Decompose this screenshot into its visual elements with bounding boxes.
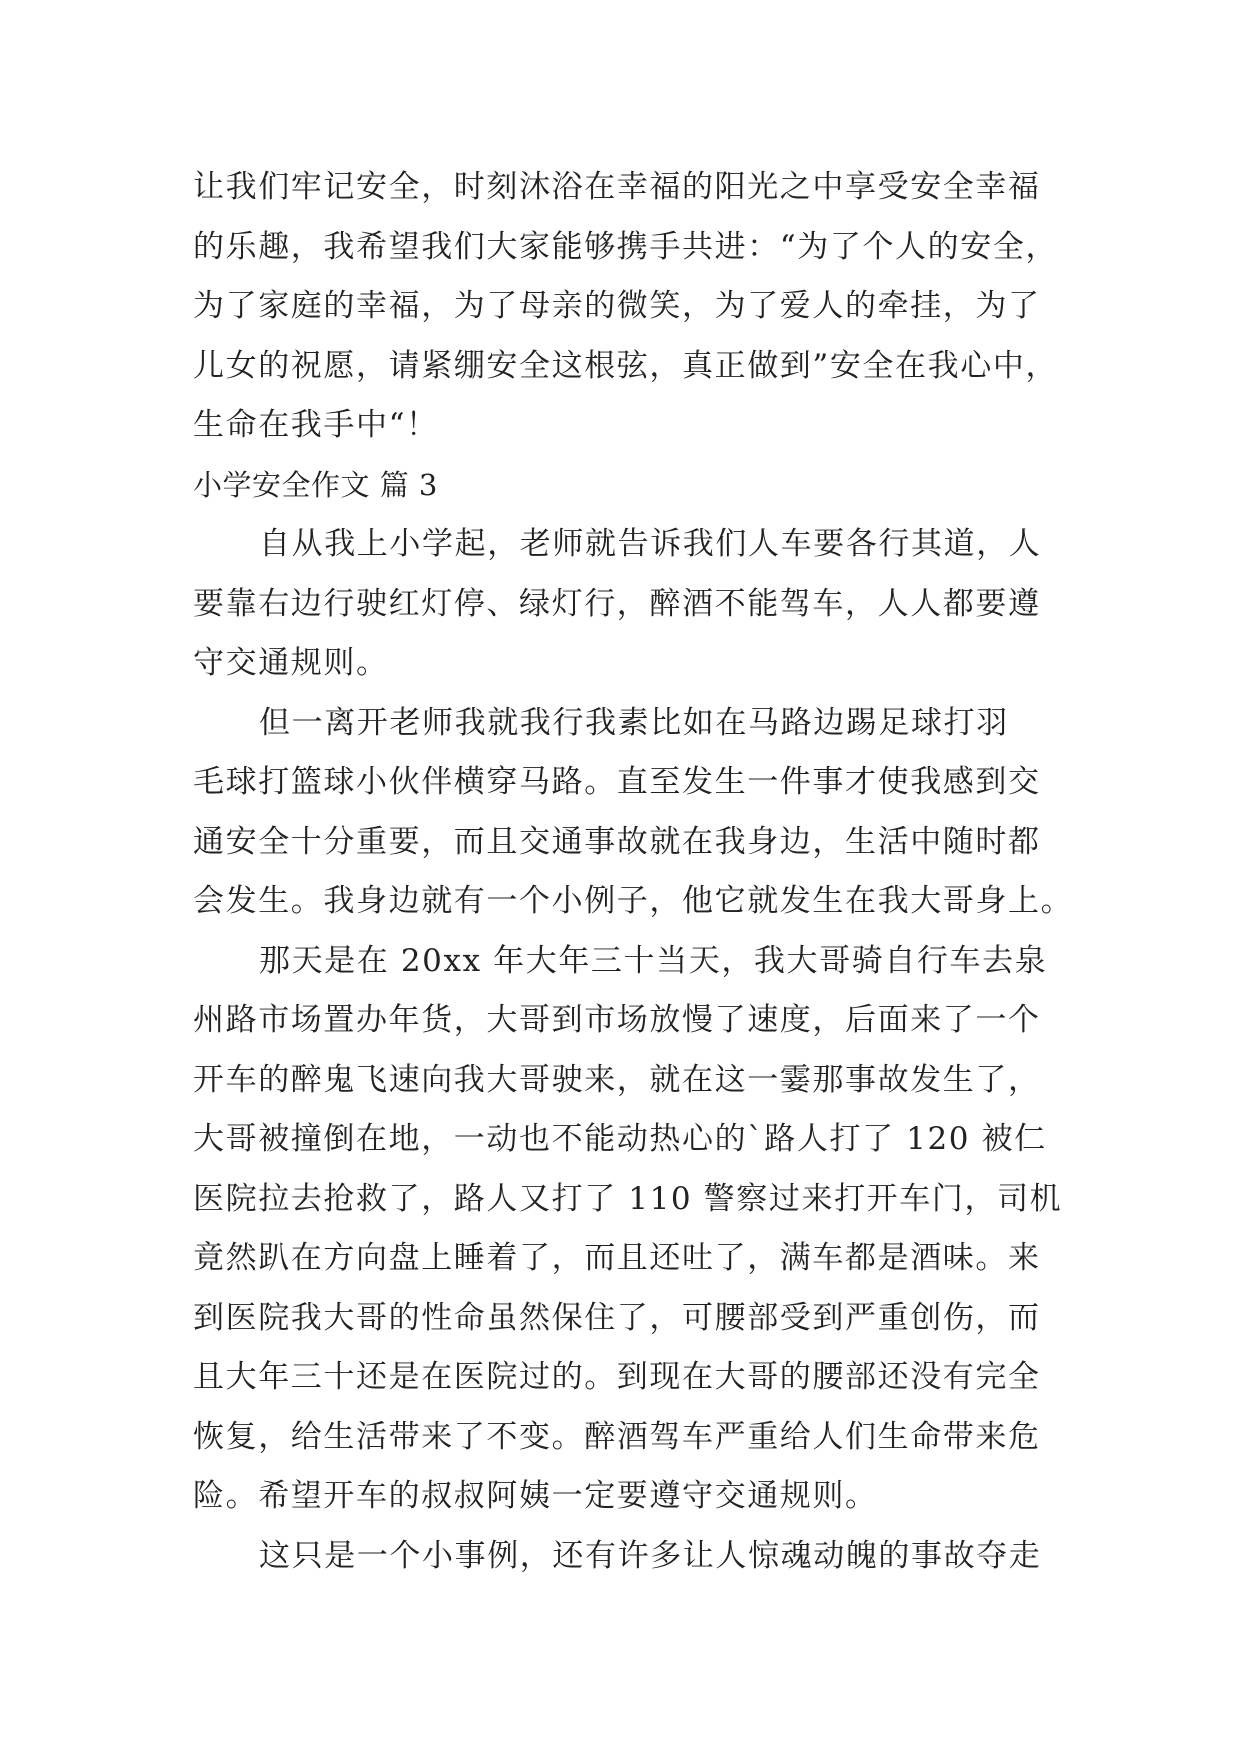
text-line: 自从我上小学起，老师就告诉我们人车要各行其道，人 xyxy=(259,526,1042,562)
text-line: 这只是一个小事例，还有许多让人惊魂动魄的事故夺走 xyxy=(259,1537,1042,1574)
text-line: 医院拉去抢救了，路人又打了 110 警察过来打开车门，司机 xyxy=(193,1180,1063,1217)
text-line: 开车的醉鬼飞速向我大哥驶来，就在这一霎那事故发生了， xyxy=(193,1061,1041,1098)
text-line: 儿女的祝愿，请紧绷安全这根弦，真正做到”安全在我心中， xyxy=(193,347,1059,384)
text-line: 会发生。我身边就有一个小例子，他它就发生在我大哥身上。 xyxy=(193,883,1074,919)
text-line: 到医院我大哥的性命虽然保住了，可腰部受到严重创伤，而 xyxy=(193,1299,1041,1336)
text-line: 为了家庭的幸福，为了母亲的微笑，为了爱人的牵挂，为了 xyxy=(193,288,1041,324)
previous-essay-conclusion xyxy=(193,158,1073,456)
text-line: 毛球打篮球小伙伴横穿马路。直至发生一件事才使我感到交 xyxy=(193,764,1041,800)
text-line: 竟然趴在方向盘上睡着了，而且还吐了，满车都是酒味。来 xyxy=(193,1240,1041,1276)
text-line: 恢复，给生活带来了不变。醉酒驾车严重给人们生命带来危 xyxy=(193,1418,1041,1455)
text-line: 那天是在 20xx 年大年三十当天，我大哥骑自行车去泉 xyxy=(259,942,1048,979)
paragraph xyxy=(193,1527,1073,1587)
text-line: 生命在我手中“！ xyxy=(193,407,439,443)
paragraph xyxy=(193,515,1073,694)
paragraph xyxy=(193,932,1073,1527)
text-line: 通安全十分重要，而且交通事故就在我身边，生活中随时都 xyxy=(193,823,1041,860)
essay-title: 小学安全作文 篇 3 xyxy=(193,467,438,502)
document-body xyxy=(193,158,1073,1586)
text-line: 的乐趣，我希望我们大家能够携手共进：“为了个人的安全， xyxy=(193,228,1059,265)
paragraph xyxy=(193,694,1073,932)
text-line: 大哥被撞倒在地，一动也不能动热心的`路人打了 120 被仁 xyxy=(193,1121,1047,1157)
text-line: 州路市场置办年货，大哥到市场放慢了速度，后面来了一个 xyxy=(193,1002,1041,1038)
text-line: 但一离开老师我就我行我素比如在马路边踢足球打羽 xyxy=(259,704,1009,741)
text-line: 且大年三十还是在医院过的。到现在大哥的腰部还没有完全 xyxy=(193,1359,1041,1395)
text-line: 要靠右边行驶红灯停、绿灯行，醉酒不能驾车，人人都要遵 xyxy=(193,585,1041,622)
text-line: 让我们牢记安全，时刻沐浴在幸福的阳光之中享受安全幸福 xyxy=(193,169,1041,205)
text-line: 险。希望开车的叔叔阿姨一定要遵守交通规则。 xyxy=(193,1478,878,1514)
text-line: 守交通规则。 xyxy=(193,645,389,681)
